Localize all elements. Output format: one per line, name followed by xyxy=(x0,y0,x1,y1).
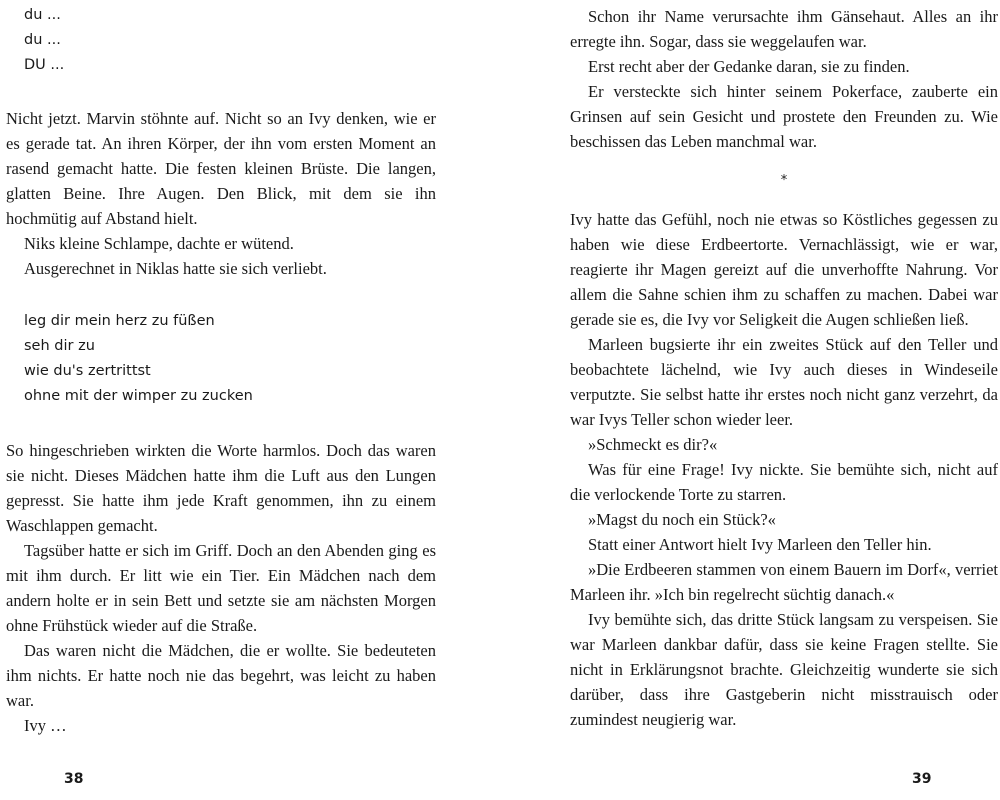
paragraph: Statt einer Antwort hielt Ivy Marleen den Teller hin. xyxy=(588,535,932,554)
paragraph: Tagsüber hatte er sich im Griff. Doch an den Abenden ging es mit ihm durch. Er litt wie ein Tier. Ein Mädchen nach dem andern holte er in sein Bett und setzte sie am nächsten Morgen ohne Frühstück wieder auf die Straße. xyxy=(6,541,436,635)
paragraph: Niks kleine Schlampe, dachte er wütend. xyxy=(24,234,294,253)
paragraph: Er versteckte sich hinter seinem Pokerface, zauberte ein Grinsen auf sein Gesicht und prostete den Freunden zu. Wie beschissen das Leben manchmal war. xyxy=(570,82,998,151)
paragraph: »Die Erdbeeren stammen von einem Bauern im Dorf«, verriet Marleen ihr. »Ich bin regelrecht süchtig danach.« xyxy=(570,560,998,604)
page-number: 39 xyxy=(912,771,932,787)
poem-line: wie du's zertrittst xyxy=(24,363,151,379)
verse-top xyxy=(6,3,64,78)
paragraph: Erst recht aber der Gedanke daran, sie zu finden. xyxy=(588,57,910,76)
section-separator: * xyxy=(780,173,788,188)
paragraph: So hingeschrieben wirkten die Worte harmlos. Doch das waren sie nicht. Dieses Mädchen hatte ihm die Luft aus den Lungen gepresst. Sie hatte ihm jede Kraft genommen, ihn zu einem Waschlappen gemacht. xyxy=(6,441,436,535)
paragraph: Das waren nicht die Mädchen, die er wollte. Sie bedeuteten ihm nichts. Er hatte noch nie das begehrt, was leicht zu haben war. xyxy=(6,641,436,710)
paragraph: »Schmeckt es dir?« xyxy=(588,435,718,454)
poem-line: leg dir mein herz zu füßen xyxy=(24,313,215,329)
poem-line: ohne mit der wimper zu zucken xyxy=(24,388,253,404)
paragraph: Ausgerechnet in Niklas hatte sie sich verliebt. xyxy=(24,259,327,278)
paragraph: Ivy … xyxy=(24,716,67,735)
left-page xyxy=(6,0,436,800)
paragraph: »Magst du noch ein Stück?« xyxy=(588,510,776,529)
paragraph: Ivy bemühte sich, das dritte Stück langsam zu verspeisen. Sie war Marleen dankbar dafür, dass sie keine Fragen stellte. Sie nicht in Erklärungsnot brachte. Gleichzeitig wunderte sie sich darüber, dass ihre Gastgeberin nicht misstrauisch oder zumindest neugierig war. xyxy=(570,610,998,729)
prose-block-2 xyxy=(570,207,998,732)
poem xyxy=(6,309,253,409)
prose-block-1 xyxy=(570,4,998,154)
prose-block-2 xyxy=(6,438,436,738)
paragraph: Schon ihr Name verursachte ihm Gänsehaut. Alles an ihr erregte ihn. Sogar, dass sie weggelaufen war. xyxy=(570,7,998,51)
verse-line: du ... xyxy=(24,7,61,23)
paragraph: Ivy hatte das Gefühl, noch nie etwas so Köstliches gegessen zu haben wie diese Erdbeertorte. Vernachlässigt, wie er war, reagierte ihr Magen gereizt auf die unverhoffte Nahrung. Vor allem die Sahne schien ihm zu schaffen zu machen. Dabei war gerade sie es, die Ivy vor Seligkeit die Augen schließen ließ. xyxy=(570,210,998,329)
page-number: 38 xyxy=(64,771,84,787)
paragraph: Marleen bugsierte ihr ein zweites Stück auf den Teller und beobachtete lächelnd, wie Ivy auch dieses in Windeseile verputzte. Sie selbst hatte ihr erstes noch nicht ganz verzehrt, da war Ivys Teller schon wieder leer. xyxy=(570,335,998,429)
right-page xyxy=(570,0,1000,800)
paragraph: Nicht jetzt. Marvin stöhnte auf. Nicht so an Ivy denken, wie er es gerade tat. An ihren Körper, der ihn vom ersten Moment an rasend gemacht hatte. Die festen kleinen Brüste. Die langen, glatten Beine. Ihre Augen. Den Blick, mit dem sie ihn hochmütig auf Abstand hielt. xyxy=(6,109,436,228)
paragraph: Was für eine Frage! Ivy nickte. Sie bemühte sich, nicht auf die verlockende Torte zu starren. xyxy=(570,460,998,504)
prose-block-1 xyxy=(6,106,436,281)
verse-line: du ... xyxy=(24,32,61,48)
verse-line: DU ... xyxy=(24,57,65,73)
poem-line: seh dir zu xyxy=(24,338,95,354)
